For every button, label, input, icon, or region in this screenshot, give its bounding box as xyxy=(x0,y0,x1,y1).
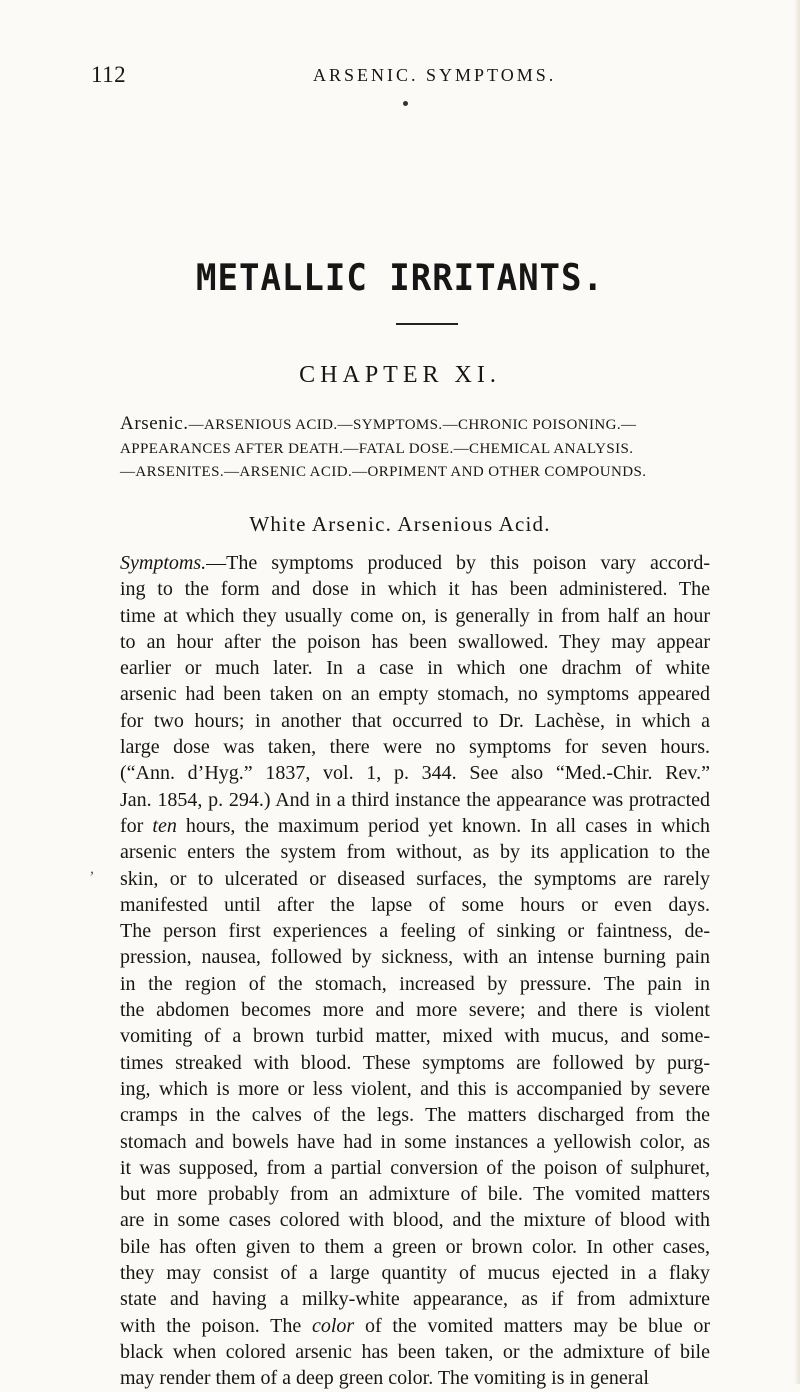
body-line xyxy=(120,971,710,997)
body-text-run: (“Ann. d’Hyg.” 1837, vol. 1, p. 344. See also “Med.-Chir. Rev.” xyxy=(120,762,710,785)
body-text-run: The person first experiences a feeling of sinking or faintness, de- xyxy=(120,920,710,943)
italic-emphasis: color xyxy=(312,1314,355,1337)
body-text-run: skin, or to ulcerated or diseased surfaces, the symptoms are rarely xyxy=(120,867,710,890)
body-line xyxy=(120,550,710,576)
body-text-run: ing to the form and dose in which it has been administered. The xyxy=(120,578,710,601)
body-line xyxy=(120,629,710,655)
body-text-run: bile has often given to them a green or brown color. In other cases, xyxy=(120,1235,710,1258)
body-line xyxy=(120,603,710,629)
body-text-run: hours, the maximum period yet known. In all cases in which xyxy=(176,814,710,837)
body-line xyxy=(120,892,710,918)
body-text-run: state and having a milky-white appearance, as if from admixture xyxy=(120,1288,710,1311)
body-text-run: earlier or much later. In a case in which one drachm of white xyxy=(120,657,710,680)
body-text-run: but more probably from an admixture of bile. The vomited matters xyxy=(120,1183,710,1206)
body-text-run: times streaked with blood. These symptoms are followed by purg- xyxy=(120,1051,710,1074)
body-text-run: the abdomen becomes more and more severe; and there is violent xyxy=(120,999,710,1022)
body-line xyxy=(120,866,710,892)
contents-line xyxy=(120,438,710,462)
body-text-run: stomach and bowels have had in some instances a yellowish color, as xyxy=(120,1130,710,1153)
body-line xyxy=(120,1207,710,1233)
body-line xyxy=(120,1365,710,1391)
body-text-run: arsenic had been taken on an empty stomach, no symptoms appeared xyxy=(120,683,710,706)
body-line xyxy=(120,1155,710,1181)
italic-emphasis: ten xyxy=(152,814,177,837)
body-line xyxy=(120,760,710,786)
body-text-run: arsenic enters the system from without, as by its application to the xyxy=(120,841,710,864)
contents-text: —ARSENIOUS ACID.—SYMPTOMS.—CHRONIC POISONING.— xyxy=(188,417,637,433)
page-edge-shadow xyxy=(794,0,800,1384)
body-text-run: Jan. 1854, p. 294.) And in a third instance the appearance was protracted xyxy=(120,788,710,811)
body-text-run: to an hour after the poison has been swallowed. They may appear xyxy=(120,630,710,653)
body-text-run: in the region of the stomach, increased by pressure. The pain in xyxy=(120,972,710,995)
body-line xyxy=(120,1023,710,1049)
body-text-run: time at which they usually come on, is generally in from half an hour xyxy=(120,604,710,627)
body-text-run: vomiting of a brown turbid matter, mixed with mucus, and some- xyxy=(120,1025,710,1048)
page-number: 112 xyxy=(91,62,127,87)
body-text-run: cramps in the calves of the legs. The matters discharged from the xyxy=(120,1104,710,1127)
body-line xyxy=(120,1286,710,1312)
contents-line xyxy=(120,412,710,438)
body-text-run: pression, nausea, followed by sickness, with an intense burning pain xyxy=(120,946,710,969)
body-line xyxy=(120,576,710,602)
body-line xyxy=(120,1129,710,1155)
body-line xyxy=(120,708,710,734)
body-line xyxy=(120,813,710,839)
body-line xyxy=(120,787,710,813)
body-line xyxy=(120,839,710,865)
ink-dot xyxy=(403,101,408,106)
body-text-run: —The symptoms produced by this poison vary accord- xyxy=(206,552,710,574)
body-text xyxy=(120,550,710,1392)
italic-lead: Symptoms. xyxy=(120,552,207,574)
running-head xyxy=(0,62,800,92)
body-text-run: black when colored arsenic has been taken, or the admixture of bile xyxy=(120,1340,710,1363)
body-line xyxy=(120,655,710,681)
body-text-run: manifested until after the lapse of some hours or even days. xyxy=(120,893,710,916)
contents-text: —ARSENITES.—ARSENIC ACID.—ORPIMENT AND OTHER COMPOUNDS. xyxy=(120,464,647,480)
body-text-run: may render them of a deep green color. The vomiting is in general xyxy=(120,1367,649,1390)
contents-line xyxy=(120,461,710,485)
body-line xyxy=(120,1313,710,1339)
stray-mark: , xyxy=(90,860,94,877)
body-text-run: for xyxy=(120,814,153,837)
contents-lead-word: Arsenic. xyxy=(120,413,189,434)
running-title: ARSENIC. SYMPTOMS. xyxy=(313,65,557,85)
body-line xyxy=(120,1076,710,1102)
title-rule xyxy=(396,323,458,325)
body-line xyxy=(120,1234,710,1260)
body-text-run: with the poison. The xyxy=(120,1314,312,1337)
section-title: METALLIC IRRITANTS. xyxy=(196,256,604,300)
body-line xyxy=(120,918,710,944)
subheading: White Arsenic. Arsenious Acid. xyxy=(249,512,551,536)
body-line xyxy=(120,1102,710,1128)
body-line xyxy=(120,681,710,707)
body-line xyxy=(120,997,710,1023)
body-text-run: for two hours; in another that occurred to Dr. Lachèse, in which a xyxy=(120,709,710,732)
body-text-run: of the vomited matters may be blue or xyxy=(354,1314,710,1337)
body-text-run: large dose was taken, there were no symptoms for seven hours. xyxy=(120,736,710,759)
body-text-run: are in some cases colored with blood, and the mixture of blood with xyxy=(120,1209,710,1232)
body-line xyxy=(120,1181,710,1207)
chapter-heading: CHAPTER XI. xyxy=(299,362,501,388)
body-line xyxy=(120,1050,710,1076)
body-text-run: ing, which is more or less violent, and this is accompanied by severe xyxy=(120,1077,710,1100)
chapter-contents xyxy=(120,412,710,485)
body-text-run: they may consist of a large quantity of mucus ejected in a flaky xyxy=(120,1262,710,1285)
body-line xyxy=(120,1260,710,1286)
body-line xyxy=(120,1339,710,1365)
body-line xyxy=(120,944,710,970)
body-text-run: it was supposed, from a partial conversion of the poison of sulphuret, xyxy=(120,1156,710,1179)
body-line xyxy=(120,734,710,760)
contents-text: APPEARANCES AFTER DEATH.—FATAL DOSE.—CHEMICAL ANALYSIS. xyxy=(120,440,634,457)
